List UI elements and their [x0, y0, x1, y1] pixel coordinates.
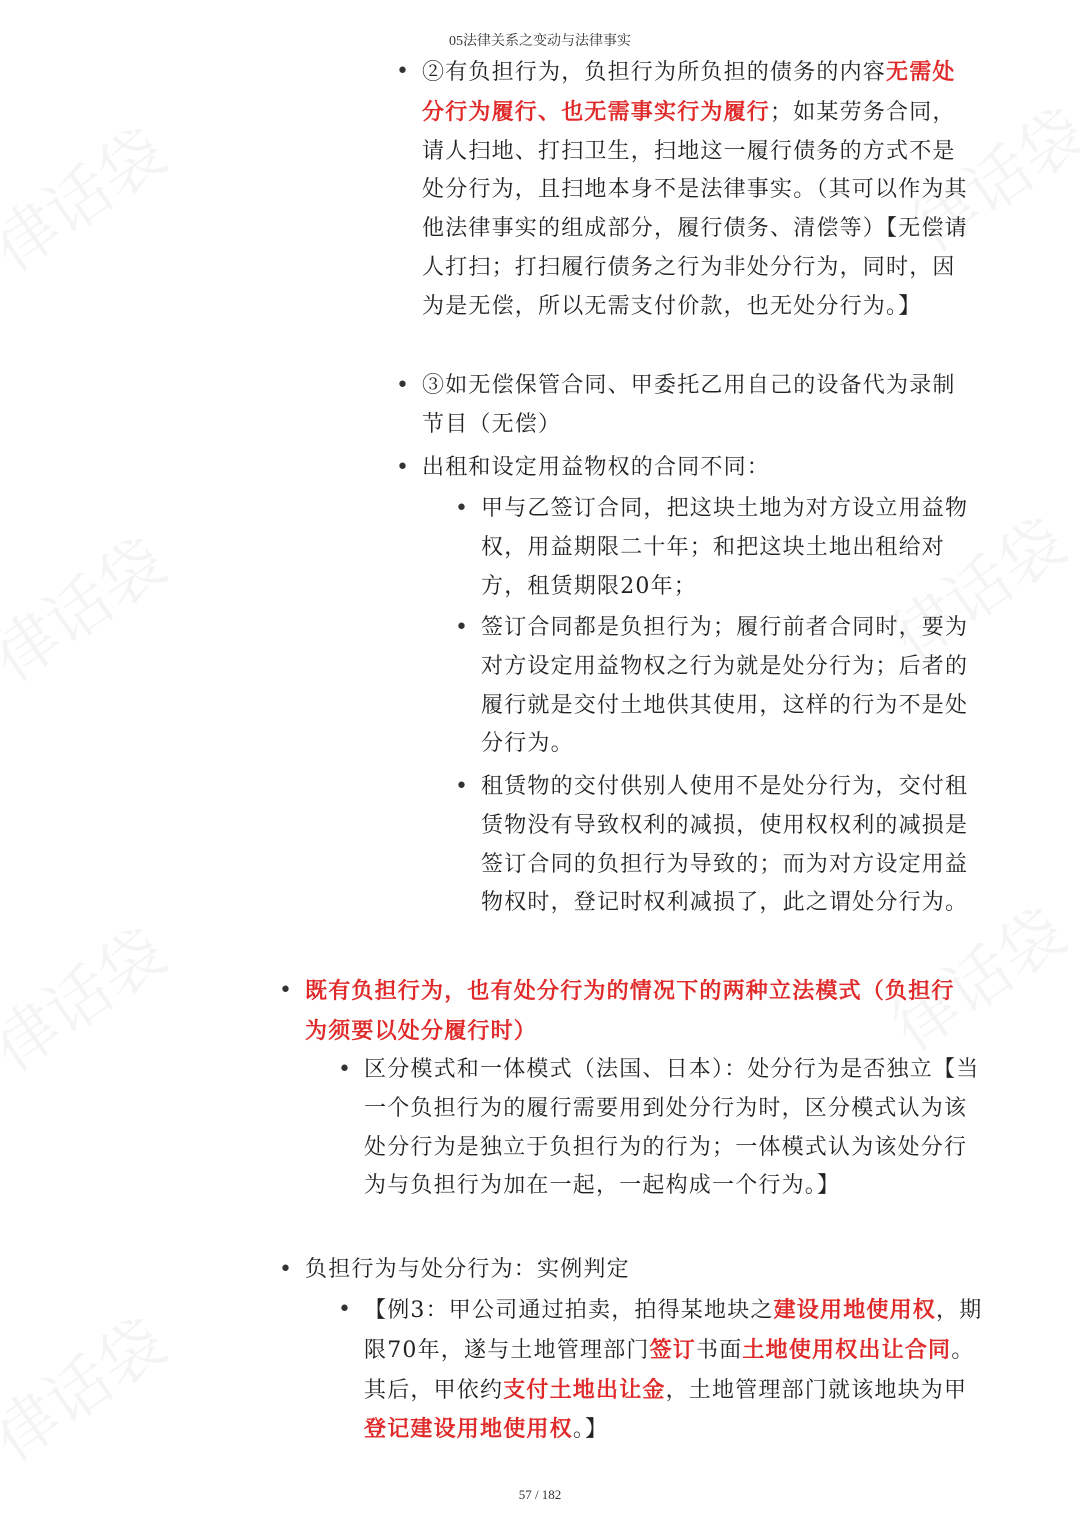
bullet-icon: • — [455, 774, 470, 799]
page-header: 05法律关系之变动与法律事实 — [449, 34, 631, 49]
bullet-icon: • — [396, 373, 411, 398]
bullet-icon: • — [455, 615, 470, 640]
list-item — [396, 367, 972, 445]
item-highlight: 无需处分行为履行、也无需事实行为履行 — [422, 59, 956, 125]
item-highlight: 建设用地使用权 — [773, 1297, 937, 1323]
watermark — [0, 103, 181, 288]
bullet-icon: • — [279, 1257, 294, 1282]
item-text: 签订合同都是负担行为；履行前者合同时，要为对方设定用益物权之行为就是处分行为；后者的履行就是交付土地供其使用，这样的行为不是处分行为。 — [481, 615, 969, 757]
item-text: 书面 — [696, 1337, 743, 1363]
list-item — [455, 768, 976, 923]
bullet-icon: • — [455, 496, 470, 521]
item-text: ，土地管理部门就该地块为甲 — [665, 1377, 968, 1403]
item-text: 租赁物的交付供别人使用不是处分行为，交付租赁物没有导致权利的减损，使用权权利的减损是签订合同的负担行为导致的；而为对方设定用益物权时，登记时权利减损了，此之谓处分行为。 — [481, 774, 969, 916]
list-item — [455, 490, 976, 606]
list-item — [396, 449, 972, 488]
item-highlight: 土地使用权出让合同 — [742, 1336, 952, 1363]
list-item — [279, 1251, 977, 1290]
item-text: ②有负担行为，负担行为所负担的债务的内容 — [422, 60, 887, 85]
watermark — [0, 513, 181, 698]
item-highlight: 既有负担行为，也有处分行为的情况下的两种立法模式（负担行为须要以处分履行时） — [305, 978, 955, 1044]
list-item — [455, 609, 976, 764]
item-text: 。】 — [572, 1417, 609, 1443]
item-text: 甲与乙签订合同，把这块土地为对方设立用益物权，用益期限二十年；和把这块土地出租给对方，租赁期限20年； — [481, 496, 969, 599]
list-item — [396, 53, 972, 327]
bullet-icon: • — [338, 1057, 353, 1082]
bullet-icon: • — [396, 59, 411, 84]
page-number: 57 / 182 — [518, 1487, 562, 1502]
item-highlight: 签订 — [649, 1336, 697, 1363]
watermark — [0, 1293, 181, 1478]
list-item — [279, 972, 977, 1052]
bullet-icon: • — [279, 978, 294, 1003]
item-text: 出租和设定用益物权的合同不同： — [422, 455, 771, 480]
item-text: 区分模式和一体模式（法国、日本）：处分行为是否独立【当一个负担行为的履行需要用到处分行为时，区分模式认为该处分行为是独立于负担行为的行为；一体模式认为该处分行为与负担行为加在一起，一起构成一个行为。】 — [364, 1057, 980, 1199]
item-text: 。其后，甲依约 — [364, 1337, 975, 1403]
item-highlight: 支付土地出让金 — [503, 1376, 666, 1403]
item-text: 负担行为与处分行为：实例判定 — [305, 1257, 630, 1282]
item-text: 【例3：甲公司通过拍卖，拍得某地块之 — [364, 1298, 774, 1323]
item-text: ③如无偿保管合同、甲委托乙用自己的设备代为录制节目（无偿） — [422, 373, 956, 437]
list-item — [338, 1291, 986, 1450]
item-text: ；如某劳务合同，请人扫地、打扫卫生，扫地这一履行债务的方式不是处分行为，且扫地本身不是法律事实。（其可以作为其他法律事实的组成部分，履行债务、清偿等）【无偿请人打扫；打扫履行债务之行为非处分行为，同时，因为是无偿，所以无需支付价款，也无处分行为。】 — [422, 99, 968, 319]
bullet-icon: • — [396, 455, 411, 480]
list-item — [338, 1051, 986, 1206]
item-text: ，期限70年，遂与土地管理部门 — [364, 1298, 983, 1363]
bullet-icon: • — [338, 1297, 353, 1322]
item-highlight: 登记建设用地使用权 — [364, 1416, 573, 1443]
watermark — [0, 903, 181, 1088]
